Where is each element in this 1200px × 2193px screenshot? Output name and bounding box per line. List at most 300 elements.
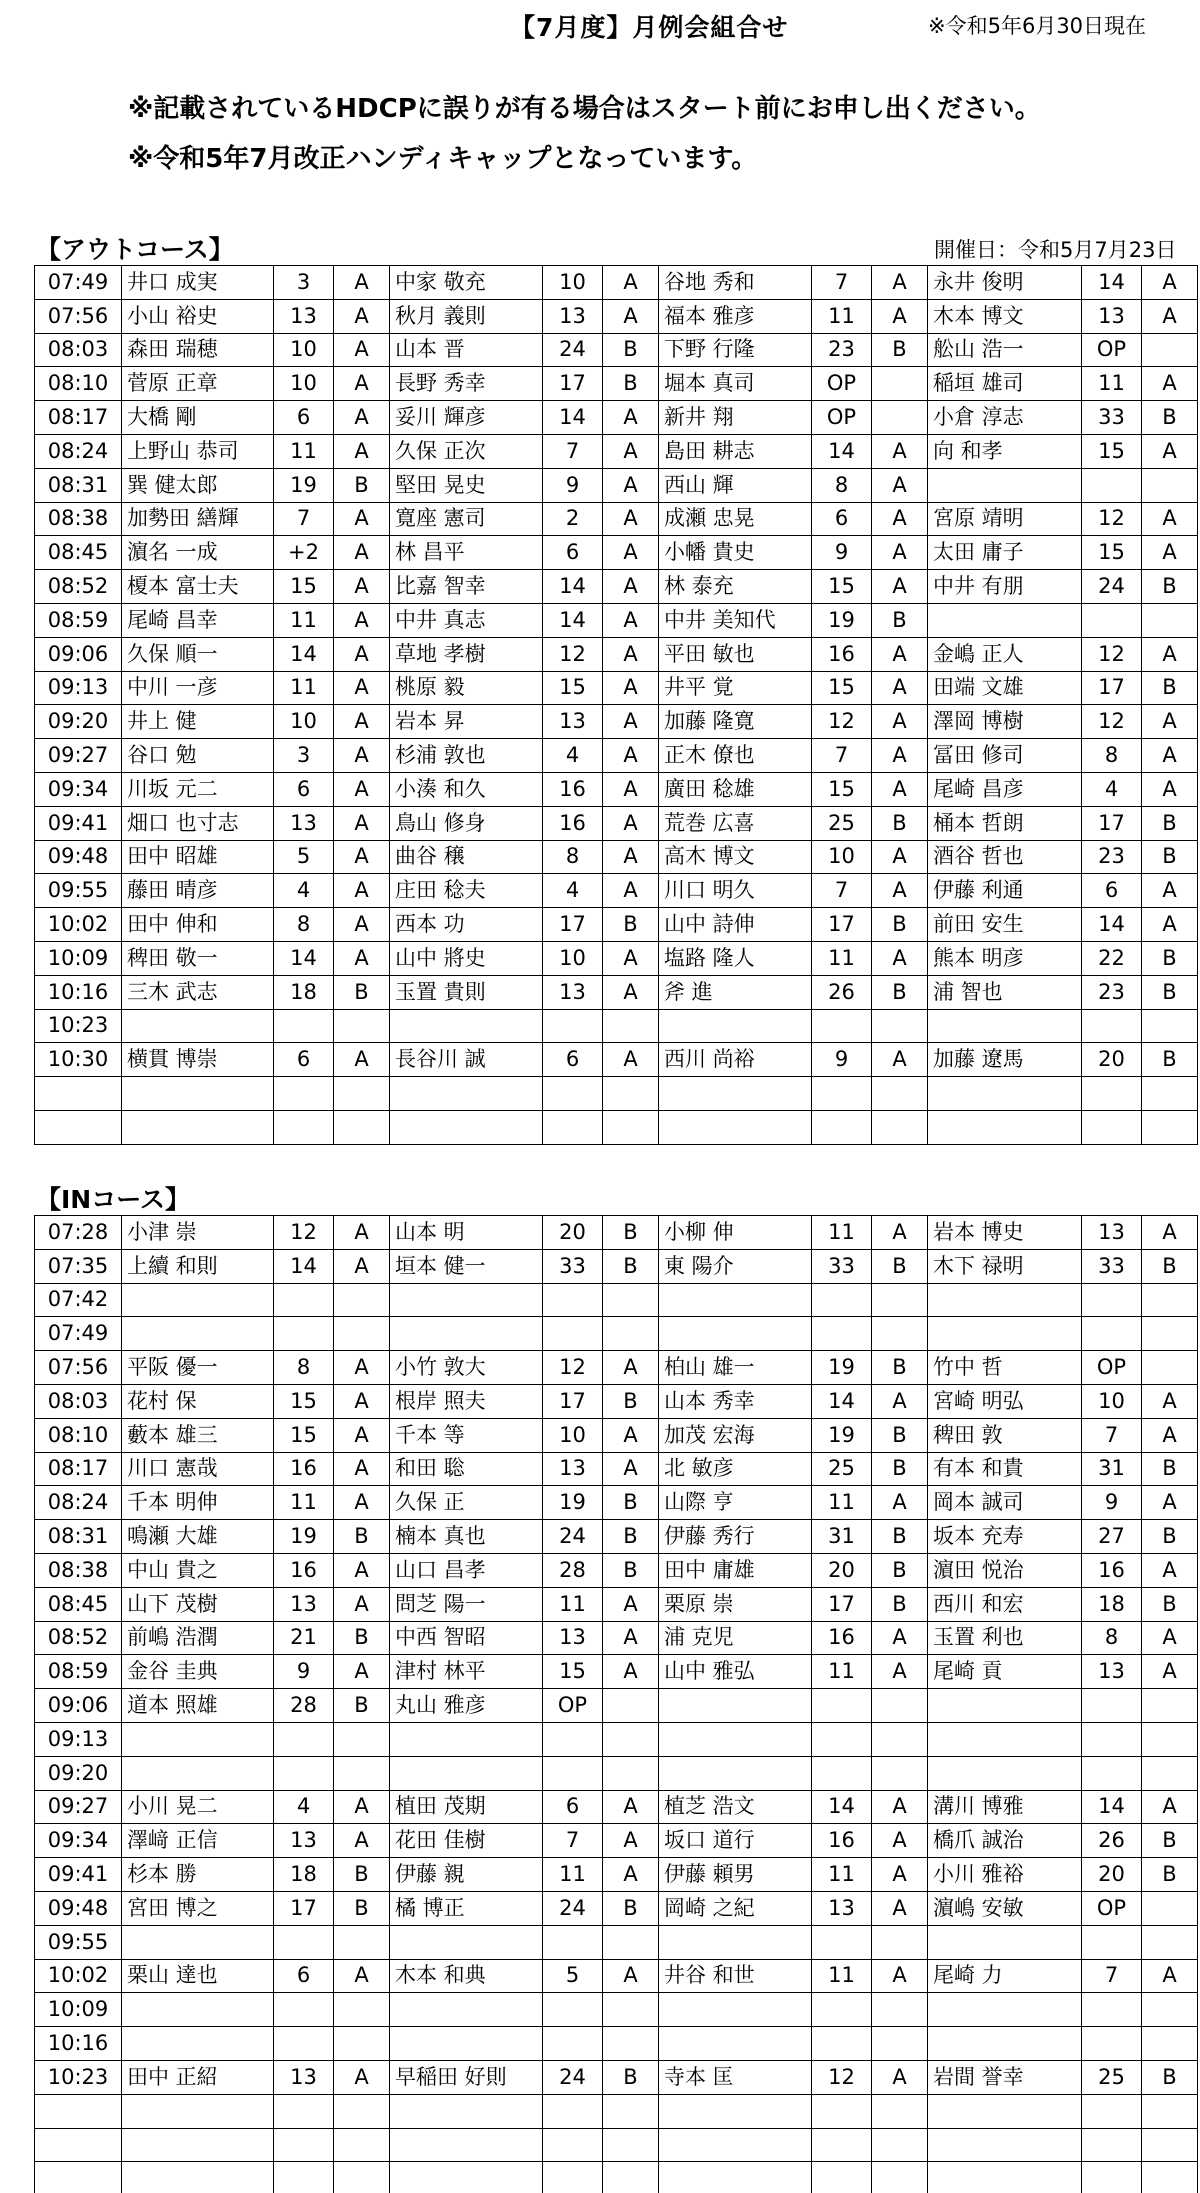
handicap: 18 bbox=[1082, 1587, 1142, 1621]
player-name: 伊藤 利通 bbox=[928, 874, 1082, 908]
player-name: 小柳 伸 bbox=[659, 1216, 812, 1250]
handicap bbox=[543, 1283, 603, 1317]
handicap: 13 bbox=[1082, 1655, 1142, 1689]
player-name bbox=[928, 603, 1082, 637]
handicap: 28 bbox=[274, 1689, 334, 1723]
player-name bbox=[122, 2094, 274, 2128]
player-name: 林 昌平 bbox=[390, 536, 543, 570]
handicap: 17 bbox=[1082, 671, 1142, 705]
player-name: 津村 林平 bbox=[390, 1655, 543, 1689]
class: A bbox=[603, 840, 659, 874]
tee-time: 10:23 bbox=[35, 2060, 122, 2094]
class bbox=[1142, 1993, 1198, 2027]
table-row bbox=[35, 1384, 1198, 1418]
player-name: 伊藤 親 bbox=[390, 1858, 543, 1892]
handicap bbox=[1082, 1689, 1142, 1723]
tee-time: 08:10 bbox=[35, 367, 122, 401]
handicap bbox=[543, 1110, 603, 1144]
handicap bbox=[543, 2162, 603, 2193]
player-name: 加茂 宏海 bbox=[659, 1418, 812, 1452]
class bbox=[1142, 603, 1198, 637]
player-name bbox=[659, 1722, 812, 1756]
player-name: 垣本 健一 bbox=[390, 1249, 543, 1283]
player-name bbox=[928, 1993, 1082, 2027]
class: A bbox=[603, 434, 659, 468]
table-row bbox=[35, 975, 1198, 1009]
player-name: 曲谷 穣 bbox=[390, 840, 543, 874]
player-name bbox=[659, 1317, 812, 1351]
tee-time: 10:16 bbox=[35, 2027, 122, 2061]
class: A bbox=[1142, 908, 1198, 942]
class bbox=[872, 1077, 928, 1111]
player-name: 橘 博正 bbox=[390, 1891, 543, 1925]
player-name: 三木 武志 bbox=[122, 975, 274, 1009]
tee-time: 08:24 bbox=[35, 1486, 122, 1520]
player-name: 山本 秀幸 bbox=[659, 1384, 812, 1418]
tee-time: 09:27 bbox=[35, 739, 122, 773]
class bbox=[334, 1283, 390, 1317]
table-row bbox=[35, 1587, 1198, 1621]
handicap bbox=[812, 2027, 872, 2061]
handicap: 10 bbox=[543, 266, 603, 300]
class: A bbox=[334, 536, 390, 570]
class: A bbox=[334, 1351, 390, 1385]
player-name bbox=[928, 1009, 1082, 1043]
class: A bbox=[1142, 536, 1198, 570]
table-row bbox=[35, 739, 1198, 773]
handicap: 15 bbox=[812, 671, 872, 705]
player-name bbox=[659, 1925, 812, 1959]
handicap: 16 bbox=[543, 772, 603, 806]
handicap bbox=[274, 2094, 334, 2128]
player-name: 庄田 稔夫 bbox=[390, 874, 543, 908]
tee-time: 09:34 bbox=[35, 772, 122, 806]
player-name bbox=[928, 1077, 1082, 1111]
class: A bbox=[603, 1418, 659, 1452]
class bbox=[603, 1317, 659, 1351]
player-name: 花村 保 bbox=[122, 1384, 274, 1418]
handicap: 16 bbox=[543, 806, 603, 840]
player-name: 溝川 博雅 bbox=[928, 1790, 1082, 1824]
class: B bbox=[1142, 671, 1198, 705]
handicap: 13 bbox=[274, 1587, 334, 1621]
handicap: 7 bbox=[543, 1824, 603, 1858]
player-name: 濵名 一成 bbox=[122, 536, 274, 570]
handicap: 16 bbox=[274, 1553, 334, 1587]
handicap bbox=[1082, 1077, 1142, 1111]
class: A bbox=[872, 266, 928, 300]
handicap: 25 bbox=[1082, 2060, 1142, 2094]
class: A bbox=[334, 2060, 390, 2094]
handicap: 21 bbox=[274, 1621, 334, 1655]
class: A bbox=[334, 299, 390, 333]
handicap: 8 bbox=[812, 468, 872, 502]
player-name bbox=[928, 468, 1082, 502]
player-name: 桶本 哲朗 bbox=[928, 806, 1082, 840]
player-name: 井口 成実 bbox=[122, 266, 274, 300]
handicap: 8 bbox=[543, 840, 603, 874]
class bbox=[872, 401, 928, 435]
handicap: 16 bbox=[1082, 1553, 1142, 1587]
class: A bbox=[334, 1384, 390, 1418]
handicap: 14 bbox=[812, 1384, 872, 1418]
class bbox=[1142, 1891, 1198, 1925]
class: B bbox=[872, 1520, 928, 1554]
class: B bbox=[872, 1418, 928, 1452]
class: B bbox=[1142, 401, 1198, 435]
player-name: 田中 昭雄 bbox=[122, 840, 274, 874]
class: A bbox=[603, 266, 659, 300]
tee-time: 09:34 bbox=[35, 1824, 122, 1858]
player-name: 千本 明伸 bbox=[122, 1486, 274, 1520]
player-name: 尾崎 昌幸 bbox=[122, 603, 274, 637]
handicap bbox=[812, 1283, 872, 1317]
handicap: 2 bbox=[543, 502, 603, 536]
class: B bbox=[603, 1553, 659, 1587]
handicap bbox=[812, 1925, 872, 1959]
class bbox=[1142, 1351, 1198, 1385]
handicap: 11 bbox=[812, 1858, 872, 1892]
handicap bbox=[812, 1722, 872, 1756]
player-name: 田中 庸雄 bbox=[659, 1553, 812, 1587]
class: A bbox=[603, 1351, 659, 1385]
handicap: 20 bbox=[1082, 1858, 1142, 1892]
class bbox=[872, 1283, 928, 1317]
class: A bbox=[334, 1043, 390, 1077]
class: A bbox=[603, 1824, 659, 1858]
player-name: 久保 順一 bbox=[122, 637, 274, 671]
player-name: 横貫 博崇 bbox=[122, 1043, 274, 1077]
player-name: 西本 功 bbox=[390, 908, 543, 942]
handicap: 15 bbox=[543, 1655, 603, 1689]
table-row bbox=[35, 1925, 1198, 1959]
player-name: 和田 聡 bbox=[390, 1452, 543, 1486]
handicap: 19 bbox=[274, 1520, 334, 1554]
class: A bbox=[1142, 637, 1198, 671]
handicap: 15 bbox=[812, 570, 872, 604]
class: B bbox=[334, 1858, 390, 1892]
handicap: 12 bbox=[543, 1351, 603, 1385]
handicap: 11 bbox=[812, 1959, 872, 1993]
handicap: 12 bbox=[543, 637, 603, 671]
handicap: 24 bbox=[543, 1520, 603, 1554]
class: A bbox=[872, 772, 928, 806]
handicap: 13 bbox=[274, 2060, 334, 2094]
table-row bbox=[35, 367, 1198, 401]
table-row bbox=[35, 1283, 1198, 1317]
handicap: 18 bbox=[274, 975, 334, 1009]
class: B bbox=[603, 1486, 659, 1520]
table-row bbox=[35, 2060, 1198, 2094]
player-name: 長野 秀幸 bbox=[390, 367, 543, 401]
handicap bbox=[543, 2027, 603, 2061]
class bbox=[1142, 2094, 1198, 2128]
player-name: 岡本 誠司 bbox=[928, 1486, 1082, 1520]
class: B bbox=[872, 603, 928, 637]
class: B bbox=[1142, 2060, 1198, 2094]
class: A bbox=[334, 1553, 390, 1587]
class bbox=[1142, 1756, 1198, 1790]
tee-time: 08:52 bbox=[35, 570, 122, 604]
player-name bbox=[390, 1993, 543, 2027]
class: A bbox=[872, 637, 928, 671]
class: A bbox=[603, 603, 659, 637]
handicap bbox=[543, 1925, 603, 1959]
player-name: 島田 耕志 bbox=[659, 434, 812, 468]
handicap: 6 bbox=[543, 536, 603, 570]
class: A bbox=[1142, 1655, 1198, 1689]
class: A bbox=[334, 941, 390, 975]
class bbox=[334, 2128, 390, 2162]
class: A bbox=[872, 2060, 928, 2094]
handicap: 14 bbox=[812, 434, 872, 468]
class bbox=[334, 1009, 390, 1043]
table-row bbox=[35, 401, 1198, 435]
handicap: 11 bbox=[1082, 367, 1142, 401]
player-name: 高木 博文 bbox=[659, 840, 812, 874]
tee-time: 07:42 bbox=[35, 1283, 122, 1317]
notice-handicap: ※令和5年7月改正ハンディキャップとなっています。 bbox=[128, 144, 758, 174]
handicap bbox=[812, 1110, 872, 1144]
player-name bbox=[928, 1722, 1082, 1756]
player-name bbox=[390, 2094, 543, 2128]
handicap bbox=[274, 1110, 334, 1144]
tee-time: 10:02 bbox=[35, 1959, 122, 1993]
player-name: 尾崎 昌彦 bbox=[928, 772, 1082, 806]
handicap: 18 bbox=[274, 1858, 334, 1892]
tee-time: 09:20 bbox=[35, 1756, 122, 1790]
player-name bbox=[122, 1756, 274, 1790]
handicap: 26 bbox=[1082, 1824, 1142, 1858]
table-row bbox=[35, 1858, 1198, 1892]
handicap: 7 bbox=[274, 502, 334, 536]
class: A bbox=[1142, 1418, 1198, 1452]
handicap: 15 bbox=[274, 1418, 334, 1452]
table-row bbox=[35, 2128, 1198, 2162]
class bbox=[872, 1925, 928, 1959]
handicap: 6 bbox=[543, 1043, 603, 1077]
class: B bbox=[872, 333, 928, 367]
class bbox=[334, 2027, 390, 2061]
handicap: 6 bbox=[812, 502, 872, 536]
class: B bbox=[334, 975, 390, 1009]
player-name: 前田 安生 bbox=[928, 908, 1082, 942]
player-name: 向 和孝 bbox=[928, 434, 1082, 468]
table-row bbox=[35, 1317, 1198, 1351]
handicap: 31 bbox=[812, 1520, 872, 1554]
class: A bbox=[603, 1621, 659, 1655]
tee-time: 10:16 bbox=[35, 975, 122, 1009]
player-name bbox=[122, 1110, 274, 1144]
handicap: 16 bbox=[274, 1452, 334, 1486]
handicap bbox=[1082, 1756, 1142, 1790]
player-name: 下野 行隆 bbox=[659, 333, 812, 367]
class: A bbox=[334, 772, 390, 806]
player-name: 楠本 真也 bbox=[390, 1520, 543, 1554]
tee-time: 08:03 bbox=[35, 333, 122, 367]
class bbox=[603, 2162, 659, 2193]
player-name: 植芝 浩文 bbox=[659, 1790, 812, 1824]
handicap bbox=[274, 1283, 334, 1317]
handicap: 16 bbox=[812, 1621, 872, 1655]
class bbox=[334, 1993, 390, 2027]
player-name bbox=[390, 1110, 543, 1144]
handicap: 10 bbox=[543, 941, 603, 975]
handicap: 6 bbox=[274, 401, 334, 435]
player-name bbox=[659, 1993, 812, 2027]
tee-time: 08:38 bbox=[35, 1553, 122, 1587]
table-row bbox=[35, 1790, 1198, 1824]
player-name: 林 泰充 bbox=[659, 570, 812, 604]
player-name: 加勢田 繕輝 bbox=[122, 502, 274, 536]
table-row bbox=[35, 1110, 1198, 1144]
player-name: 藤田 晴彦 bbox=[122, 874, 274, 908]
player-name: 谷地 秀和 bbox=[659, 266, 812, 300]
tee-time: 08:17 bbox=[35, 1452, 122, 1486]
class bbox=[334, 1925, 390, 1959]
player-name: 鳴瀬 大雄 bbox=[122, 1520, 274, 1554]
class: B bbox=[872, 1452, 928, 1486]
player-name: 稗田 敬一 bbox=[122, 941, 274, 975]
handicap bbox=[543, 1756, 603, 1790]
player-name bbox=[928, 2162, 1082, 2193]
player-name: 井上 健 bbox=[122, 705, 274, 739]
class: A bbox=[334, 1418, 390, 1452]
class: A bbox=[872, 1891, 928, 1925]
class: A bbox=[334, 1959, 390, 1993]
player-name: 橋爪 誠治 bbox=[928, 1824, 1082, 1858]
player-name: 小倉 淳志 bbox=[928, 401, 1082, 435]
player-name bbox=[390, 2128, 543, 2162]
tee-time: 08:10 bbox=[35, 1418, 122, 1452]
handicap: 17 bbox=[543, 908, 603, 942]
player-name: 永井 俊明 bbox=[928, 266, 1082, 300]
tee-time: 08:45 bbox=[35, 1587, 122, 1621]
class bbox=[334, 1077, 390, 1111]
player-name: 大橋 剛 bbox=[122, 401, 274, 435]
class: A bbox=[872, 1858, 928, 1892]
player-name: 杉浦 敦也 bbox=[390, 739, 543, 773]
class: B bbox=[872, 806, 928, 840]
tee-time: 08:59 bbox=[35, 603, 122, 637]
handicap: 13 bbox=[1082, 1216, 1142, 1250]
handicap bbox=[812, 1993, 872, 2027]
table-row bbox=[35, 1756, 1198, 1790]
table-row bbox=[35, 2162, 1198, 2193]
class bbox=[603, 1993, 659, 2027]
class: B bbox=[603, 1249, 659, 1283]
player-name bbox=[122, 1722, 274, 1756]
class: B bbox=[603, 1520, 659, 1554]
handicap: 14 bbox=[1082, 266, 1142, 300]
class bbox=[1142, 1317, 1198, 1351]
handicap: 25 bbox=[812, 1452, 872, 1486]
player-name bbox=[928, 2128, 1082, 2162]
handicap bbox=[543, 2094, 603, 2128]
handicap: 4 bbox=[543, 874, 603, 908]
class: B bbox=[1142, 1824, 1198, 1858]
handicap: 26 bbox=[812, 975, 872, 1009]
player-name: 藪本 雄三 bbox=[122, 1418, 274, 1452]
class bbox=[334, 1110, 390, 1144]
player-name: 榎本 富士夫 bbox=[122, 570, 274, 604]
player-name bbox=[928, 2094, 1082, 2128]
player-name: 加藤 隆寛 bbox=[659, 705, 812, 739]
table-row bbox=[35, 1486, 1198, 1520]
player-name: 山口 昌孝 bbox=[390, 1553, 543, 1587]
handicap: 17 bbox=[812, 1587, 872, 1621]
player-name: 花田 佳樹 bbox=[390, 1824, 543, 1858]
class: B bbox=[603, 2060, 659, 2094]
handicap: 14 bbox=[274, 941, 334, 975]
handicap: 13 bbox=[1082, 299, 1142, 333]
handicap: 10 bbox=[274, 333, 334, 367]
tee-time: 10:09 bbox=[35, 941, 122, 975]
handicap bbox=[274, 1756, 334, 1790]
player-name: 田中 正紹 bbox=[122, 2060, 274, 2094]
player-name: 山中 將史 bbox=[390, 941, 543, 975]
player-name: 久保 正次 bbox=[390, 434, 543, 468]
player-name: 長谷川 誠 bbox=[390, 1043, 543, 1077]
handicap: 24 bbox=[543, 1891, 603, 1925]
player-name: 道本 照雄 bbox=[122, 1689, 274, 1723]
tee-time: 10:02 bbox=[35, 908, 122, 942]
player-name: 千本 等 bbox=[390, 1418, 543, 1452]
table-row bbox=[35, 1959, 1198, 1993]
class: A bbox=[1142, 772, 1198, 806]
player-name: 坂本 充寿 bbox=[928, 1520, 1082, 1554]
player-name: 平田 敏也 bbox=[659, 637, 812, 671]
class bbox=[334, 2162, 390, 2193]
handicap bbox=[274, 2027, 334, 2061]
player-name bbox=[122, 1283, 274, 1317]
player-name: 尾崎 力 bbox=[928, 1959, 1082, 1993]
handicap: 19 bbox=[543, 1486, 603, 1520]
class bbox=[334, 2094, 390, 2128]
handicap: 23 bbox=[812, 333, 872, 367]
class bbox=[872, 2094, 928, 2128]
class bbox=[1142, 1722, 1198, 1756]
handicap: OP bbox=[812, 401, 872, 435]
handicap bbox=[1082, 2162, 1142, 2193]
handicap bbox=[1082, 468, 1142, 502]
player-name: 岩本 昇 bbox=[390, 705, 543, 739]
player-name bbox=[122, 1317, 274, 1351]
tee-time bbox=[35, 1110, 122, 1144]
table-row bbox=[35, 874, 1198, 908]
handicap: 11 bbox=[812, 299, 872, 333]
table-row bbox=[35, 2027, 1198, 2061]
handicap: 9 bbox=[1082, 1486, 1142, 1520]
player-name: 川口 憲哉 bbox=[122, 1452, 274, 1486]
handicap bbox=[1082, 1925, 1142, 1959]
table-row bbox=[35, 570, 1198, 604]
handicap: 7 bbox=[812, 266, 872, 300]
table-row bbox=[35, 1452, 1198, 1486]
class: B bbox=[1142, 570, 1198, 604]
tee-time: 08:03 bbox=[35, 1384, 122, 1418]
handicap: 13 bbox=[274, 806, 334, 840]
class: A bbox=[334, 1486, 390, 1520]
player-name: 伊藤 頼男 bbox=[659, 1858, 812, 1892]
as-of-date: ※令和5年6月30日現在 bbox=[928, 14, 1147, 38]
class: B bbox=[1142, 975, 1198, 1009]
tee-time bbox=[35, 2094, 122, 2128]
class: A bbox=[603, 570, 659, 604]
class bbox=[1142, 1110, 1198, 1144]
handicap bbox=[812, 1317, 872, 1351]
handicap bbox=[1082, 2094, 1142, 2128]
